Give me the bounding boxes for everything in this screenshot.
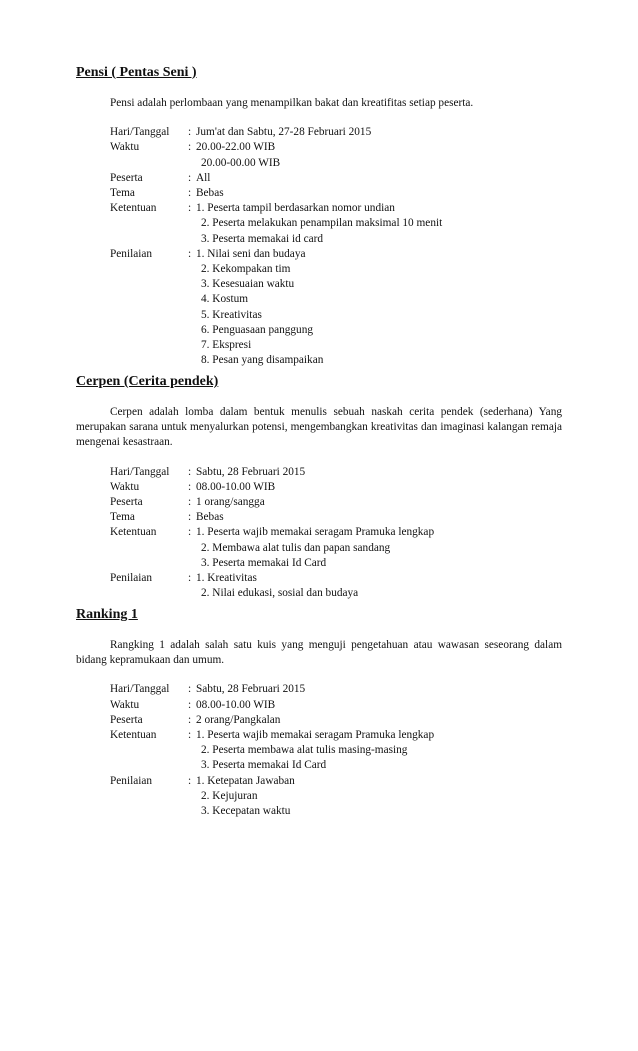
field-value: 08.00-10.00 WIB — [196, 698, 276, 711]
field-value: 4. Kostum — [201, 293, 249, 306]
field-label: Ketentuan — [110, 729, 157, 742]
section-title: Ranking 1 — [76, 607, 138, 622]
field-value: 2. Kejujuran — [201, 789, 258, 802]
field-row — [110, 465, 562, 480]
field-list — [110, 465, 562, 602]
field-row — [110, 171, 562, 186]
field-values — [196, 480, 562, 495]
field-colon: : — [188, 729, 192, 742]
field-colon: : — [188, 141, 192, 154]
field-colon: : — [188, 526, 192, 539]
field-colon: : — [188, 187, 192, 200]
field-value: 5. Kreativitas — [201, 308, 262, 321]
field-value: 08.00-10.00 WIB — [196, 480, 276, 493]
field-value: 7. Ekspresi — [201, 339, 252, 352]
field-value: 1. Peserta wajib memakai seragam Pramuka lengkap — [196, 526, 435, 539]
field-values — [196, 713, 562, 728]
field-value: Sabtu, 28 Februari 2015 — [196, 683, 306, 696]
field-value: 8. Pesan yang disampaikan — [201, 354, 324, 367]
field-values — [196, 140, 562, 170]
field-label: Hari/Tanggal — [110, 126, 170, 139]
field-row — [110, 247, 562, 369]
field-label: Peserta — [110, 171, 143, 184]
field-row — [110, 480, 562, 495]
field-row — [110, 713, 562, 728]
field-values — [196, 571, 562, 601]
field-values — [196, 465, 562, 480]
section-title: Pensi ( Pentas Seni ) — [76, 65, 197, 80]
section-ranking — [76, 606, 562, 819]
field-values — [196, 171, 562, 186]
section-cerpen — [76, 373, 562, 601]
field-colon: : — [188, 465, 192, 478]
field-values — [196, 698, 562, 713]
field-value: 2 orang/Pangkalan — [196, 713, 281, 726]
field-row — [110, 682, 562, 697]
field-label: Waktu — [110, 698, 140, 711]
field-label: Tema — [110, 187, 135, 200]
field-value: 20.00-00.00 WIB — [201, 156, 281, 169]
field-label: Ketentuan — [110, 202, 157, 215]
field-values — [196, 682, 562, 697]
field-value: Bebas — [196, 187, 224, 200]
field-colon: : — [188, 496, 192, 509]
field-value: 1 orang/sangga — [196, 496, 265, 509]
field-row — [110, 495, 562, 510]
field-value: 3. Peserta memakai Id Card — [201, 556, 327, 569]
field-colon: : — [188, 202, 192, 215]
field-value: 3. Kesesuaian waktu — [201, 278, 295, 291]
field-row — [110, 728, 562, 774]
field-label: Penilaian — [110, 774, 153, 787]
field-value: 3. Kecepatan waktu — [201, 805, 291, 818]
field-list — [110, 125, 562, 368]
field-value: Bebas — [196, 511, 224, 524]
field-label: Penilaian — [110, 247, 153, 260]
field-value: 6. Penguasaan panggung — [201, 323, 314, 336]
field-value: 2. Peserta membawa alat tulis masing-masing — [201, 744, 408, 757]
field-value: 3. Peserta memakai id card — [201, 232, 324, 245]
field-values — [196, 510, 562, 525]
field-row — [110, 125, 562, 140]
field-label: Ketentuan — [110, 526, 157, 539]
field-label: Penilaian — [110, 572, 153, 585]
field-colon: : — [188, 247, 192, 260]
section-intro: Cerpen adalah lomba dalam bentuk menulis sebuah naskah cerita pendek (sederhana) Yang merupakan sarana untuk menyalurkan potensi, mengembangkan kreativitas dan imaginasi kalangan remaja mengenai kesastraan. — [76, 406, 562, 449]
field-label: Peserta — [110, 496, 143, 509]
section-intro: Pensi adalah perlombaan yang menampilkan bakat dan kreatifitas setiap peserta. — [110, 97, 474, 109]
section-intro: Rangking 1 adalah salah satu kuis yang menguji pengetahuan atau wawasan seseorang dalam bidang kepramukaan dan umum. — [76, 639, 562, 667]
field-values — [196, 728, 562, 774]
field-value: 2. Nilai edukasi, sosial dan budaya — [201, 587, 359, 600]
field-values — [196, 247, 562, 369]
section-title: Cerpen (Cerita pendek) — [76, 374, 219, 389]
field-value: 1. Ketepatan Jawaban — [196, 774, 295, 787]
field-row — [110, 201, 562, 247]
field-value: Sabtu, 28 Februari 2015 — [196, 465, 306, 478]
field-row — [110, 510, 562, 525]
field-colon: : — [188, 171, 192, 184]
field-values — [196, 774, 562, 820]
field-value: All — [196, 171, 211, 184]
field-row — [110, 140, 562, 170]
field-label: Tema — [110, 511, 135, 524]
field-colon: : — [188, 698, 192, 711]
field-label: Peserta — [110, 713, 143, 726]
field-label: Waktu — [110, 480, 140, 493]
field-value: 20.00-22.00 WIB — [196, 141, 276, 154]
field-colon: : — [188, 480, 192, 493]
field-values — [196, 125, 562, 140]
field-label: Hari/Tanggal — [110, 683, 170, 696]
field-value: 2. Kekompakan tim — [201, 263, 291, 276]
field-row — [110, 186, 562, 201]
field-colon: : — [188, 774, 192, 787]
field-value: Jum'at dan Sabtu, 27-28 Februari 2015 — [196, 126, 372, 139]
field-list — [110, 682, 562, 819]
field-colon: : — [188, 713, 192, 726]
field-values — [196, 525, 562, 571]
field-values — [196, 495, 562, 510]
field-value: 1. Peserta wajib memakai seragam Pramuka lengkap — [196, 729, 435, 742]
field-colon: : — [188, 126, 192, 139]
field-row — [110, 571, 562, 601]
field-row — [110, 525, 562, 571]
field-colon: : — [188, 511, 192, 524]
field-value: 2. Peserta melakukan penampilan maksimal 10 menit — [201, 217, 443, 230]
field-value: 2. Membawa alat tulis dan papan sandang — [201, 541, 391, 554]
field-label: Waktu — [110, 141, 140, 154]
field-value: 1. Nilai seni dan budaya — [196, 247, 306, 260]
field-value: 1. Kreativitas — [196, 572, 257, 585]
field-values — [196, 186, 562, 201]
field-value: 1. Peserta tampil berdasarkan nomor undian — [196, 202, 395, 215]
field-values — [196, 201, 562, 247]
field-row — [110, 698, 562, 713]
field-colon: : — [188, 683, 192, 696]
field-row — [110, 774, 562, 820]
field-value: 3. Peserta memakai Id Card — [201, 759, 327, 772]
field-label: Hari/Tanggal — [110, 465, 170, 478]
field-colon: : — [188, 572, 192, 585]
section-pensi — [76, 64, 562, 368]
